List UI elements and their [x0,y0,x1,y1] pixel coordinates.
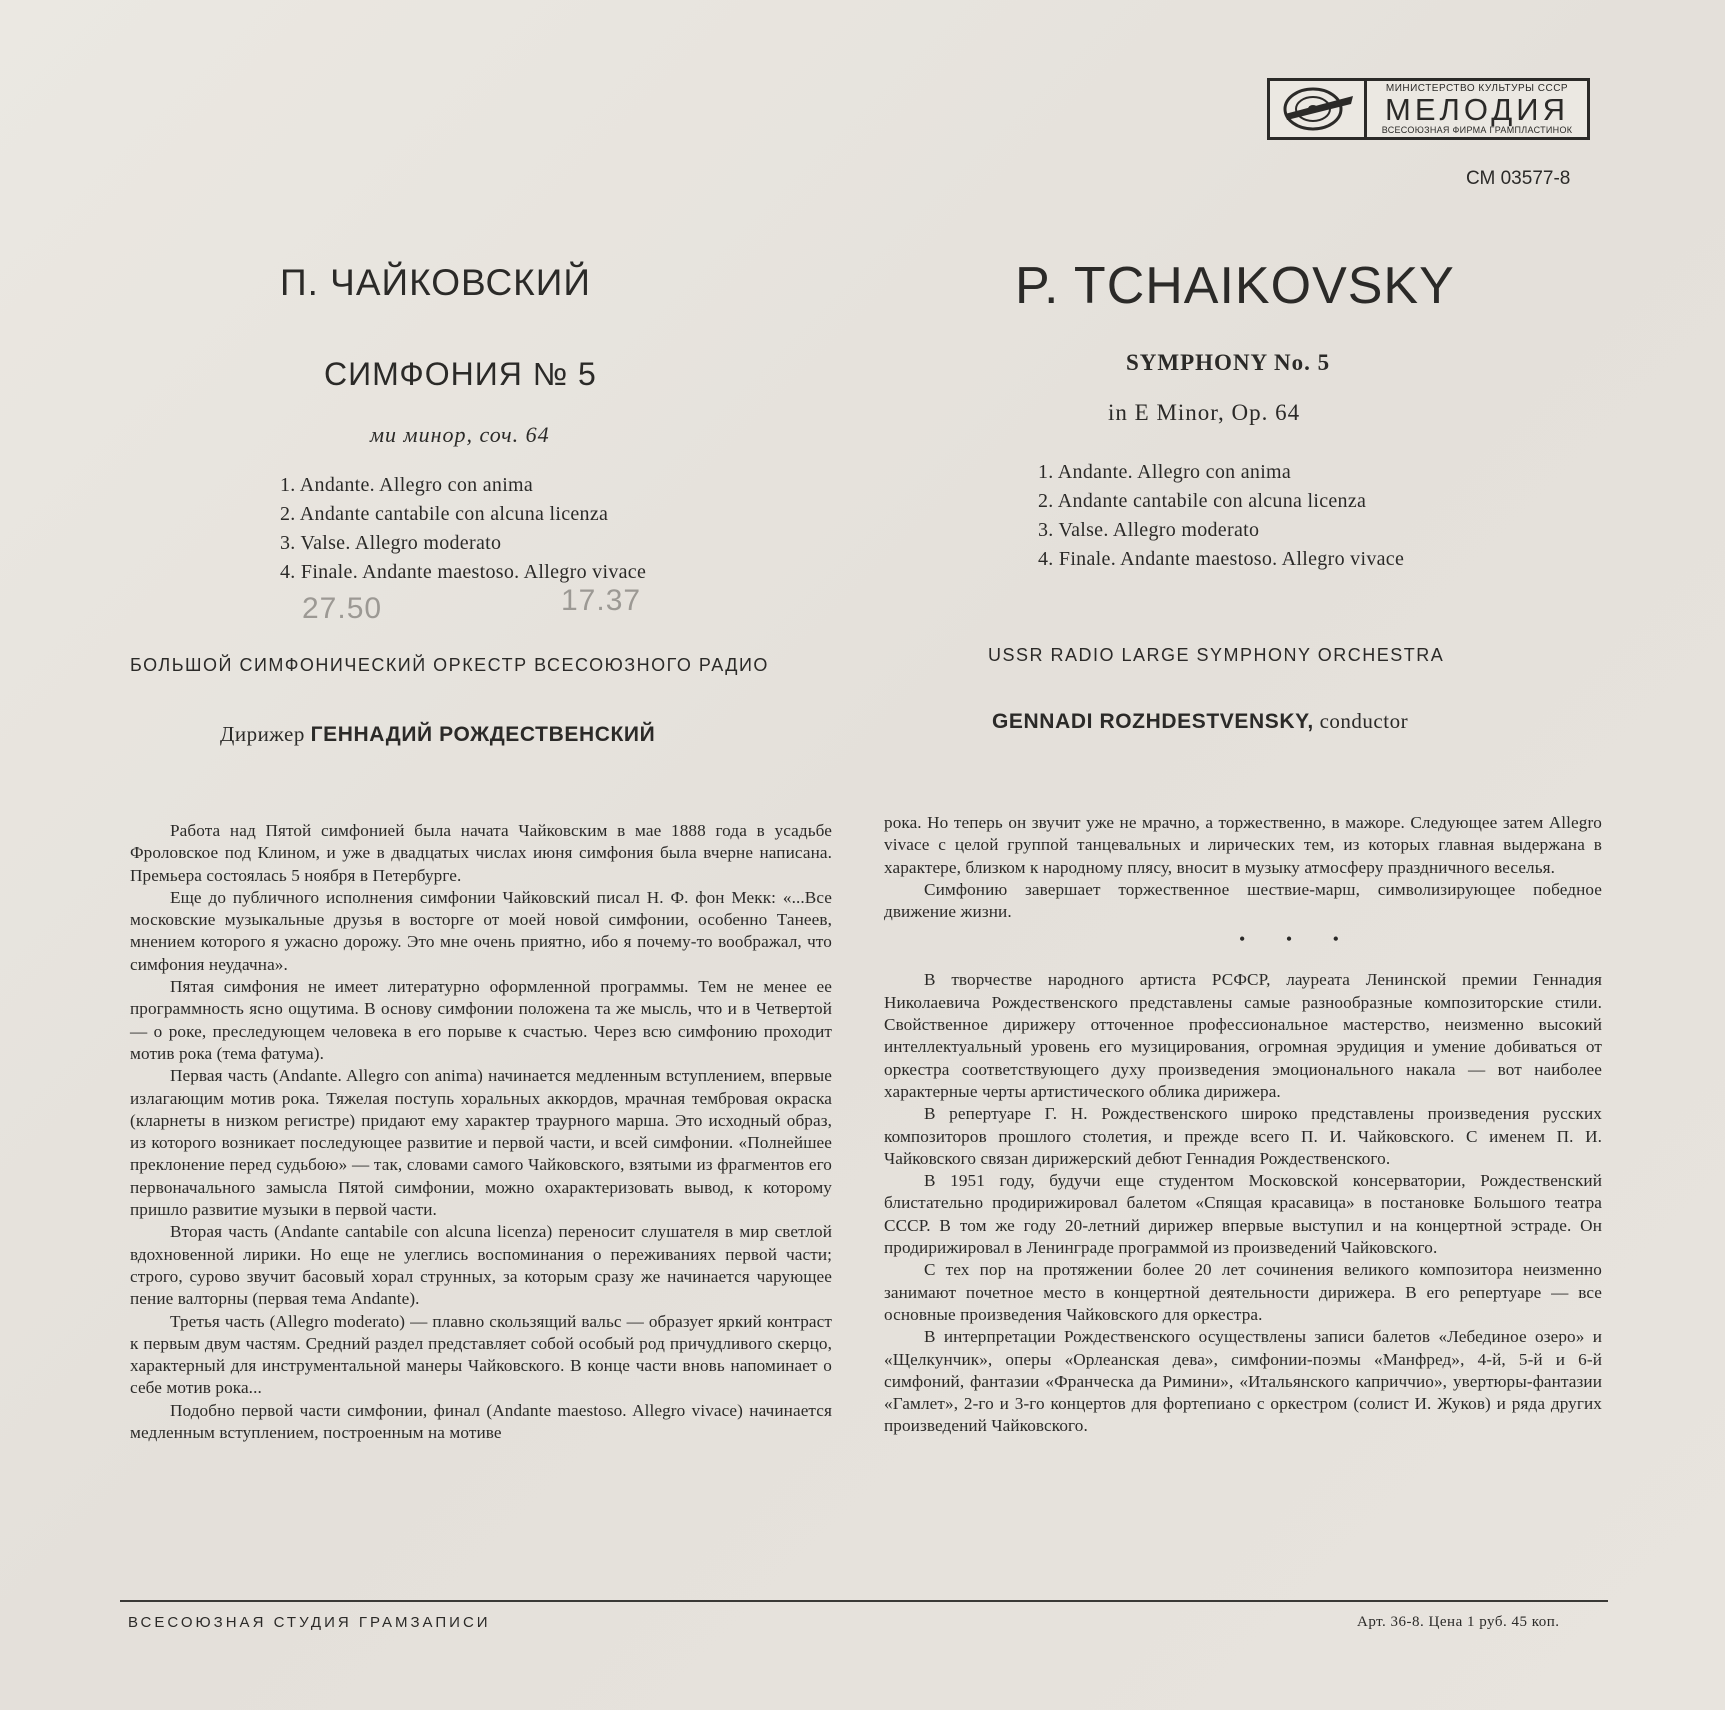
movement-item: 1. Andante. Allegro con anima [1038,461,1292,483]
work-title-en: SYMPHONY No. 5 [1126,350,1331,375]
movement-item: 4. Finale. Andante maestoso. Allegro vivace [1038,548,1405,570]
paragraph: В репертуаре Г. Н. Рождественского широко представлены произведения русских композиторов прошлого столетия, и прежде всего П. И. Чайковского. С именем П. И. Чайковского связан дирижерский дебют Геннадия Рождественского. [884,1104,1602,1168]
conductor-label: conductor [1319,709,1409,733]
melodiya-disc-icon [1270,81,1367,137]
paragraph: В интерпретации Рождественского осуществлены записи балетов «Лебединое озеро» и «Щелкунчик», оперы «Орлеанская дева», симфонии-поэмы «Манфред», 4-й, 5-й и 6-й симфоний, фантазии «Франческа да Римини», «Итальянского каприччио», увертюры-фантазии «Гамлет», 2-го и 3-го концертов для фортепиано с оркестром (солист И. Жуков) и ряда других произведений Чайковского. [884,1327,1602,1436]
paragraph: С тех пор на протяжении более 20 лет сочинения великого композитора неизменно занимают почетное место в концертной деятельности дирижера. В его репертуаре — все основные произведения Чайковского для оркестра. [884,1260,1602,1324]
paragraph: Пятая симфония не имеет литературно оформленной программы. Тем не менее ее программность ясно ощутима. В основу симфонии положена та же мысль, что и в Четвертой — о роке, преследующем человека в его порыве к счастью. Через всю симфонию проходит мотив рока (тема фатума). [130,977,832,1063]
footer-studio: ВСЕСОЮЗНАЯ СТУДИЯ ГРАМЗАПИСИ [128,1614,491,1631]
movement-item: 2. Andante cantabile con alcuna licenza [280,503,609,525]
movement-item: 4. Finale. Andante maestoso. Allegro vivace [280,561,647,583]
movement-item: 2. Andante cantabile con alcuna licenza [1038,490,1367,512]
movement-list-ru [280,471,646,587]
melodiya-logo [1267,78,1590,140]
liner-notes-right [884,812,1602,1438]
movement-item: 3. Valse. Allegro moderato [280,532,502,554]
catalog-number: СМ 03577-8 [1466,168,1571,189]
conductor-ru [220,722,655,747]
paragraph: Еще до публичного исполнения симфонии Чайковский писал Н. Ф. фон Мекк: «...Все московские музыкальные друзья в восторге от моей новой симфонии, особенно Танеев, мнением которого я ужасно дорожу. Это мне очень приятно, ибо я почему-то воображал, что симфония неудачна». [130,887,832,974]
conductor-label: Дирижер [220,722,305,746]
paragraph: рока. Но теперь он звучит уже не мрачно, а торжественно, в мажоре. Следующее затем Allegro vivace с целой группой танцевальных и лирических тем, из которых главная выдержана в характере, близком к народному плясу, вносит в музыку атмосферу праздничного веселья. [884,813,1602,877]
footer-divider [120,1600,1608,1602]
logo-subtitle: ВСЕСОЮЗНАЯ ФИРМА ГРАМПЛАСТИНОК [1381,125,1573,135]
handwritten-time: 27.50 [302,592,383,625]
work-title-ru: СИМФОНИЯ № 5 [324,356,597,392]
paragraph: Третья часть (Allegro moderato) — плавно скользящий вальс — образует яркий контраст к первым двум частям. Средний раздел представляет собой особый род причудливого скерцо, характерный для инструментальной манеры Чайковского. В конце части вновь напоминает о себе мотив рока... [130,1311,832,1398]
conductor-name: ГЕННАДИЙ РОЖДЕСТВЕНСКИЙ [310,723,656,746]
logo-ministry-text: МИНИСТЕРСТВО КУЛЬТУРЫ СССР [1385,83,1569,94]
movement-item: 1. Andante. Allegro con anima [280,474,534,496]
paragraph: Вторая часть (Andante cantabile con alcuna licenza) переносит слушателя в мир светлой вдохновенной лирики. Но еще не улеглись воспоминания о переживаниях первой части; строго, сурово звучит басовый хорал струнных, за которым сразу же начинается чарующее пение валторны (первая тема Andante). [130,1222,832,1309]
conductor-en [992,709,1408,734]
work-key-en: in E Minor, Op. 64 [1108,400,1301,425]
paragraph: Первая часть (Andante. Allegro con anima) начинается медленным вступлением, впервые излагающим мотив рока. Тяжелая поступь хоральных аккордов, мрачная тембровая окраска (кларнеты в низком регистре) придают ему характер траурного марша. Это исходный образ, из которого возникает последующее развитие и первой части, и всей симфонии. «Полнейшее преклонение перед судьбою» — так, словами самого Чайковского, взятыми из фрагментов его первоначального замысла Пятой симфонии, можно охарактеризовать вывод, к которому пришло развитие музыки в первой части. [130,1066,832,1220]
paragraph: Симфонию завершает торжественное шествие-марш, символизирующее победное движение жизни. [884,879,1602,922]
paragraph: Подобно первой части симфонии, финал (Andante maestoso. Allegro vivace) начинается медленным вступлением, построенным на мотиве [130,1400,832,1443]
handwritten-time: 17.37 [561,584,642,617]
composer-ru: П. ЧАЙКОВСКИЙ [280,262,591,303]
conductor-name: GENNADI ROZHDESTVENSKY, [992,710,1314,733]
paragraph: В творчестве народного артиста РСФСР, лауреата Ленинской премии Геннадия Николаевича Рождественского представлены самые разнообразные композиторские стили. Свойственное дирижеру отточенное профессиональное мастерство, неизменно высокий интеллектуальный уровень его музицирования, огромная эрудиция и умение добиваться от оркестра соответствующего духу произведения эмоционального накала — вот наиболее характерные черты артистического облика дирижера. [884,970,1602,1101]
work-key-ru: ми минор, соч. 64 [370,422,550,447]
movement-list-en [1038,458,1404,574]
logo-name: МЕЛОДИЯ [1385,91,1569,127]
liner-notes-left [130,820,832,1444]
movement-item: 3. Valse. Allegro moderato [1038,519,1260,541]
orchestra-ru: БОЛЬШОЙ СИМФОНИЧЕСКИЙ ОРКЕСТР ВСЕСОЮЗНОГО РАДИО [130,655,769,675]
orchestra-en: USSR RADIO LARGE SYMPHONY ORCHESTRA [988,645,1445,665]
section-separator: • • • [1239,929,1357,950]
composer-en: P. TCHAIKOVSKY [1015,257,1455,315]
paragraph: В 1951 году, будучи еще студентом Московской консерватории, Рождественский блистательно продирижировал балетом «Спящая красавица» в постановке Большого театра СССР. В том же году 20-летний дирижер впервые выступил и на концертной эстраде. Он продирижировал в Ленинграде программой из произведений Чайковского. [884,1171,1602,1258]
footer-price: Арт. 36-8. Цена 1 руб. 45 коп. [1357,1614,1560,1630]
paragraph: Работа над Пятой симфонией была начата Чайковским в мае 1888 года в усадьбе Фроловское под Клином, и уже в двадцатых числах июня симфония была вчерне написана. Премьера состоялась 5 ноября в Петербурге. [130,821,832,885]
